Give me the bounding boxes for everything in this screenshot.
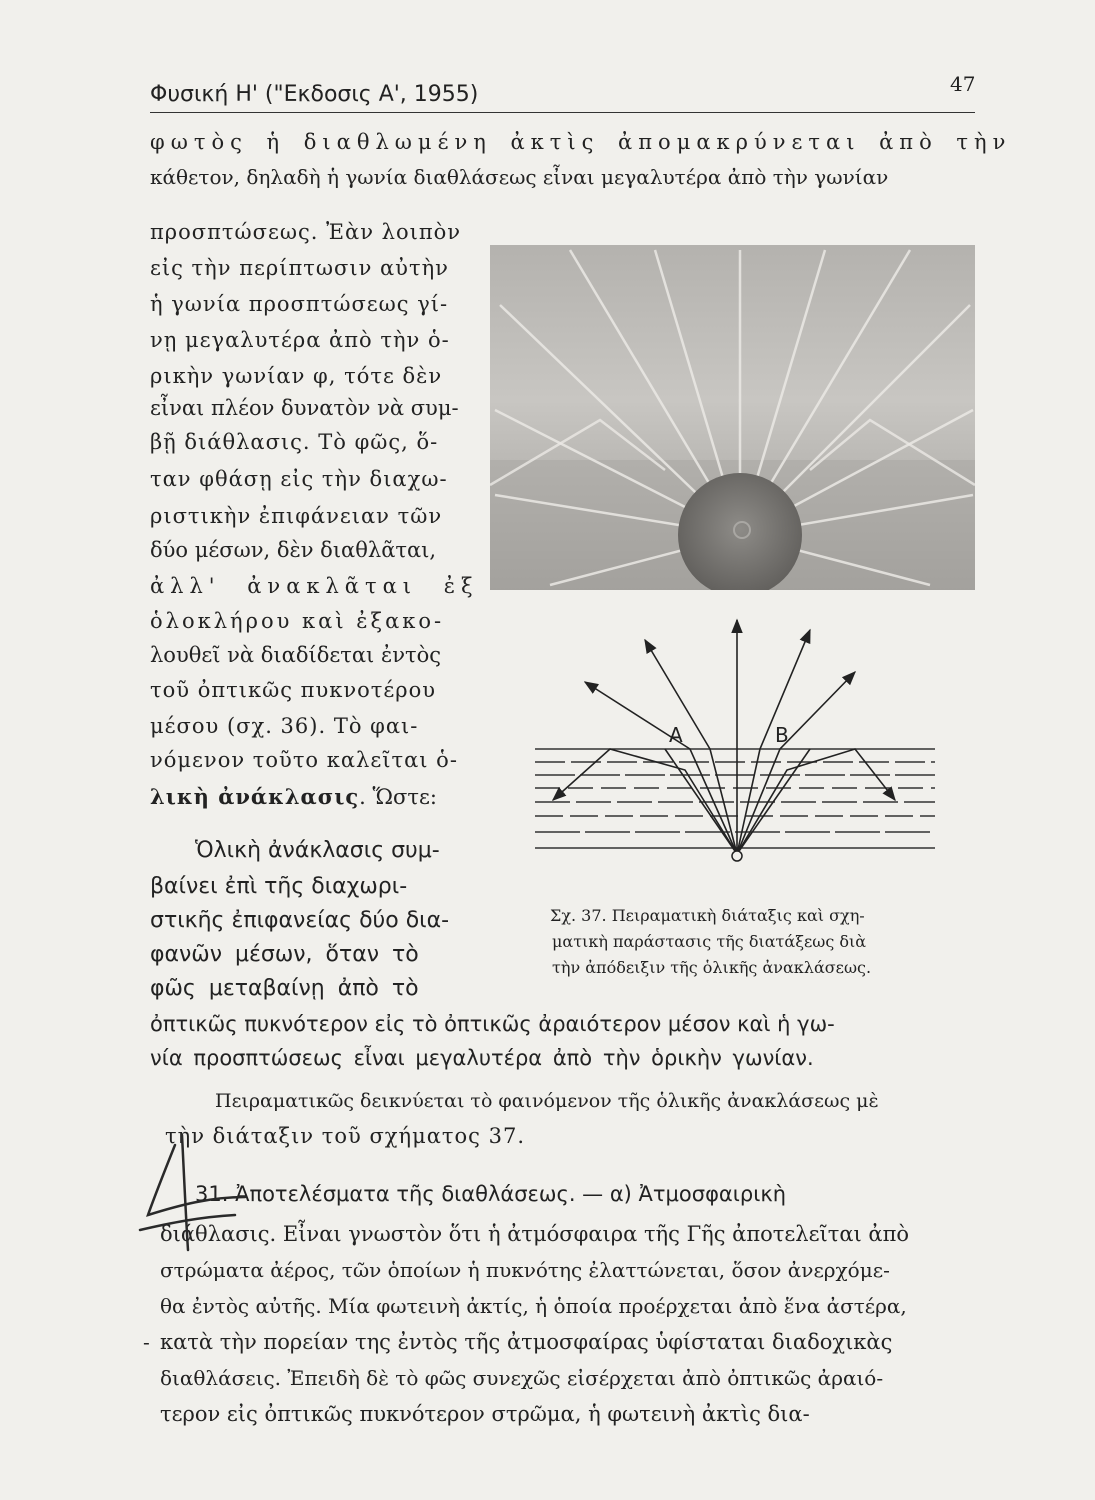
body-line: διάθλασις. Εἶναι γνωστὸν ὅτι ἡ ἀτμόσφαιρα τῆς Γῆς ἀποτελεῖται ἀπὸ: [160, 1222, 910, 1246]
body-line: διαθλάσεις. Ἐπειδὴ δὲ τὸ φῶς συνεχῶς εἰσέρχεται ἀπὸ ὀπτικῶς ἀραιό-: [160, 1366, 884, 1390]
body-line: νῃ μεγαλυτέρα ἀπὸ τὴν ὁ-: [150, 328, 450, 352]
body-line: βῇ διάθλασις. Τὸ φῶς, ὅ-: [150, 430, 439, 454]
body-line: εἰς τὴν περίπτωσιν αὐτὴν: [150, 256, 449, 280]
body-line-suffix: . Ὥστε:: [359, 785, 437, 809]
rule-line: βαίνει ἐπὶ τῆς διαχωρι-: [150, 874, 408, 899]
handwritten-mark-icon: [120, 1125, 250, 1255]
page-number: 47: [950, 72, 976, 96]
body-line: θα ἐντὸς αὐτῆς. Μία φωτεινὴ ἀκτίς, ἡ ὁποία προέρχεται ἀπὸ ἕνα ἀστέρα,: [160, 1294, 907, 1318]
ray-refracted-right: [737, 630, 810, 854]
body-line: εἶναι πλέον δυνατὸν νὰ συμ-: [150, 396, 459, 420]
body-line: προσπτώσεως. Ἐὰν λοιπὸν: [150, 220, 462, 244]
rule-line: Ὁλικὴ ἀνάκλασις συμ-: [195, 838, 440, 863]
rule-line: στικῆς ἐπιφανείας δύο δια-: [150, 908, 450, 933]
body-line: ἀλλ' ἀνακλᾶται ἐξ: [150, 574, 479, 598]
figure-caption-line: τὴν ἀπόδειξιν τῆς ὁλικῆς ἀνακλάσεως.: [552, 958, 872, 977]
body-line: κατὰ τὴν πορείαν της ἐντὸς τῆς ἀτμοσφαίρας ὑφίσταται διαδοχικὰς: [160, 1330, 893, 1354]
rule-line: φανῶν μέσων, ὅταν τὸ: [150, 942, 419, 967]
running-header: Φυσική Η' ("Εκδοσις Α', 1955): [150, 82, 479, 107]
rule-line: ὀπτικῶς πυκνότερον εἰς τὸ ὀπτικῶς ἀραιότερον μέσον καὶ ἡ γω-: [150, 1012, 835, 1036]
rule-line: νία προσπτώσεως εἶναι μεγαλυτέρα ἀπὸ τὴν ὁρικὴν γωνίαν.: [150, 1046, 814, 1070]
header-rule: [150, 112, 975, 113]
body-line: φωτὸς ἡ διαθλωμένη ἀκτὶς ἀπομακρύνεται ἀπὸ τὴν: [150, 130, 1012, 154]
label-a: A: [669, 723, 683, 747]
body-line: δύο μέσων, δὲν διαθλᾶται,: [150, 538, 437, 562]
body-line: τερον εἰς ὀπτικῶς πυκνότερον στρῶμα, ἡ φωτεινὴ ἀκτὶς δια-: [160, 1402, 810, 1426]
body-line: ταν φθάσῃ εἰς τὴν διαχω-: [150, 467, 448, 491]
body-line: ρικὴν γωνίαν φ, τότε δὲν: [150, 364, 443, 388]
section-heading: 31. Ἀποτελέσματα τῆς διαθλάσεως. — α) Ἀτμοσφαιρικὴ: [195, 1182, 787, 1206]
body-line: νόμενον τοῦτο καλεῖται ὁ-: [150, 748, 458, 772]
body-line: τὴν διάταξιν τοῦ σχήματος 37.: [165, 1124, 526, 1148]
body-line: λουθεῖ νὰ διαδίδεται ἐντὸς: [150, 643, 441, 667]
margin-dash: -: [143, 1330, 150, 1354]
light-source-point: [732, 851, 742, 861]
label-b: B: [775, 723, 789, 747]
body-line: στρώματα ἀέρος, τῶν ὁποίων ἡ πυκνότης ἐλαττώνεται, ὅσον ἀνερχόμε-: [160, 1258, 890, 1282]
ray-refracted-upper-right: [737, 672, 855, 854]
body-line: τοῦ ὀπτικῶς πυκνοτέρου: [150, 678, 437, 702]
body-line: κάθετον, δηλαδὴ ἡ γωνία διαθλάσεως εἶναι μεγαλυτέρα ἀπὸ τὴν γωνίαν: [150, 165, 889, 189]
key-term: λικὴ ἀνάκλασις: [150, 784, 360, 809]
experiment-photo: [490, 245, 975, 590]
body-line: Πειραματικῶς δεικνύεται τὸ φαινόμενον τῆς ὁλικῆς ἀνακλάσεως μὲ: [215, 1090, 879, 1112]
figure-37-diagram: [525, 612, 945, 880]
body-line: ριστικὴν ἐπιφάνειαν τῶν: [150, 504, 443, 528]
rule-line: φῶς μεταβαίνῃ ἀπὸ τὸ: [150, 976, 419, 1001]
body-line: μέσου (σχ. 36). Τὸ φαι-: [150, 714, 419, 738]
body-line: ὁλοκλήρου καὶ ἐξακο-: [150, 609, 445, 633]
figure-caption-line: ματικὴ παράστασις τῆς διατάξεως διὰ: [552, 932, 867, 951]
body-line: ἡ γωνία προσπτώσεως γί-: [150, 292, 449, 316]
water-layers: [535, 749, 935, 848]
figure-caption-line: Σχ. 37. Πειραματικὴ διάταξις καὶ σχη-: [550, 906, 865, 925]
